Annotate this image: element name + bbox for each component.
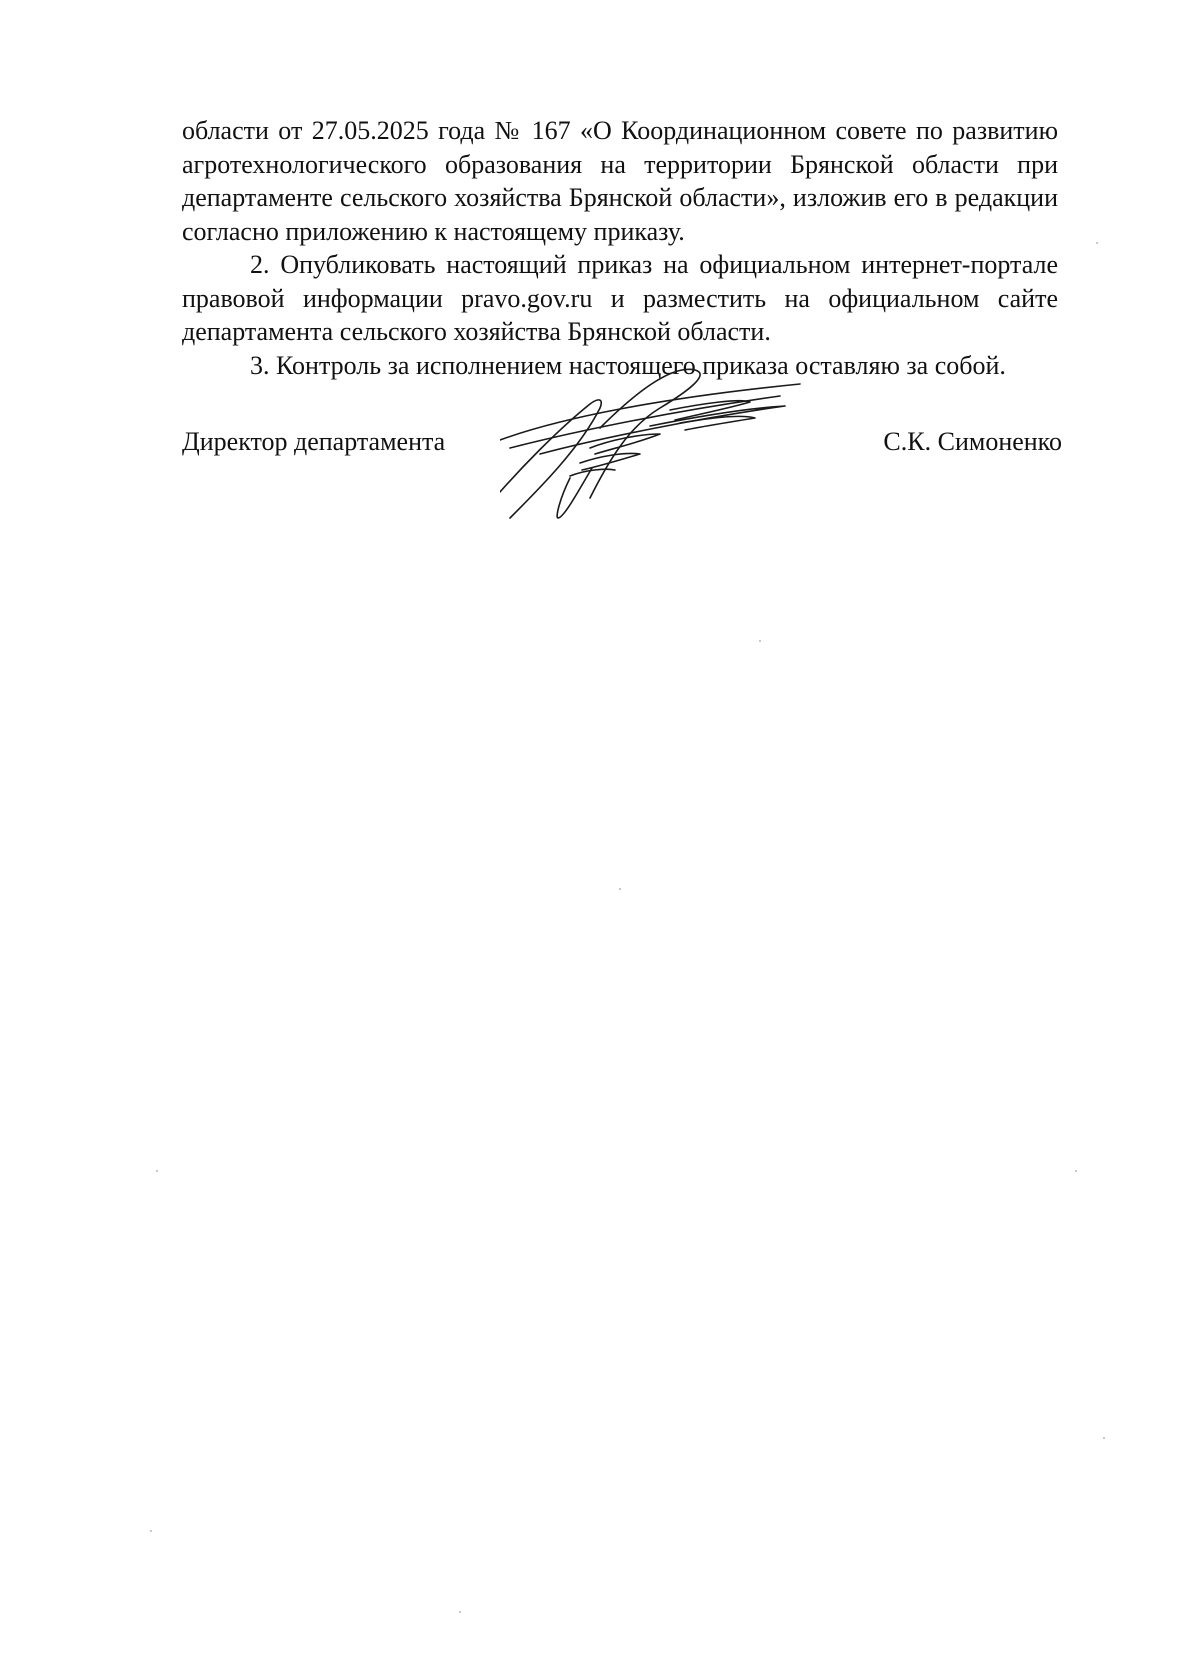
paragraph-1: области от 27.05.2025 года № 167 «О Координационном совете по развитию агротехнологического образования на территории Брянской области при департаменте сельского хозяйства Брянской области», изложив его в редакции согласно приложению к настоящему приказу. — [182, 116, 1058, 246]
scan-speck — [759, 640, 761, 642]
document-body — [182, 114, 1058, 382]
signatory-position: Директор департамента — [182, 427, 446, 456]
scan-speck — [150, 1530, 152, 1532]
paragraph-2: 2. Опубликовать настоящий приказ на официальном интернет-портале правовой информации pravo.gov.ru и разместить на официальном сайте департамента сельского хозяйства Брянской области. — [182, 250, 1058, 346]
signature-block — [182, 425, 1062, 465]
signatory-name: С.К. Симоненко — [883, 427, 1062, 456]
scan-speck — [1075, 1170, 1077, 1172]
scan-speck — [619, 888, 621, 890]
scan-speck — [1096, 242, 1098, 244]
scan-speck — [1103, 1437, 1105, 1439]
scan-speck — [459, 1611, 461, 1613]
paragraph-3: 3. Контроль за исполнением настоящего приказа оставляю за собой. — [250, 350, 1006, 380]
scan-speck — [156, 1170, 158, 1172]
